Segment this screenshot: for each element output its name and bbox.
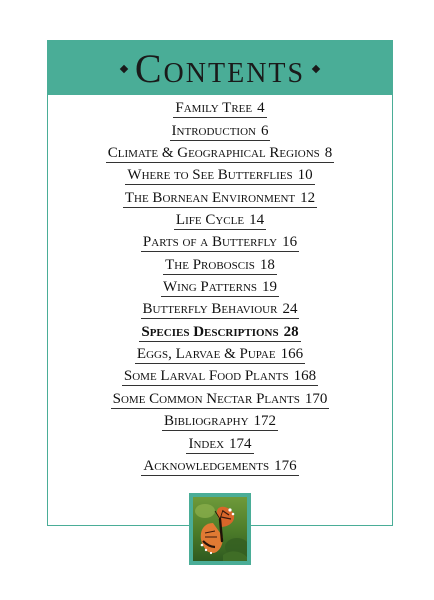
header-banner (47, 40, 393, 95)
toc-page-number: 16 (282, 234, 298, 251)
toc-item (47, 141, 393, 163)
toc-link[interactable] (125, 167, 314, 185)
toc-label: Species Descriptions (141, 323, 279, 340)
toc-label: Parts of a Butterfly (142, 234, 278, 251)
toc-link[interactable] (174, 212, 266, 230)
toc-link[interactable] (173, 100, 266, 118)
toc-item (47, 454, 393, 476)
toc-link[interactable] (186, 436, 253, 454)
toc-page-number: 19 (262, 279, 278, 296)
toc-page-number: 28 (283, 323, 299, 340)
toc-link[interactable] (141, 301, 300, 319)
toc-item (47, 297, 393, 319)
toc-label: Acknowledgements (143, 457, 270, 474)
toc-label: Index (188, 435, 225, 452)
toc-label: Family Tree (175, 100, 253, 117)
toc-page-number: 6 (260, 122, 269, 139)
toc-item (47, 431, 393, 453)
toc-label: Life Cycle (175, 212, 245, 229)
diamond-ornament-left-icon (120, 64, 128, 72)
toc-link[interactable] (141, 234, 299, 252)
toc-label: The Proboscis (165, 256, 255, 273)
toc-link[interactable] (111, 391, 330, 409)
toc-link[interactable] (106, 145, 335, 163)
toc-page-number: 166 (280, 346, 304, 363)
toc-label: Wing Patterns (162, 279, 258, 296)
toc-link[interactable] (163, 257, 277, 275)
toc-page-number: 24 (282, 301, 298, 318)
toc-item (47, 96, 393, 118)
toc-item (47, 252, 393, 274)
toc-link[interactable] (122, 368, 318, 386)
toc-page-number: 168 (293, 368, 317, 385)
toc-label: Introduction (171, 122, 256, 139)
toc-item (47, 118, 393, 140)
toc-page-number: 10 (297, 167, 313, 184)
toc-label: Butterfly Behaviour (142, 301, 278, 318)
toc-item (47, 230, 393, 252)
toc-page-number: 18 (259, 256, 275, 273)
toc-label: Some Common Nectar Plants (112, 390, 300, 407)
toc-item (47, 342, 393, 364)
toc-item (47, 319, 393, 341)
toc-link[interactable] (162, 413, 278, 431)
toc-item (47, 386, 393, 408)
toc-page-number: 4 (257, 100, 265, 117)
toc-label: Climate & Geographical Regions (107, 145, 320, 162)
toc-page-number: 174 (229, 435, 252, 452)
toc-item (47, 275, 393, 297)
table-of-contents (47, 96, 393, 476)
toc-item (47, 364, 393, 386)
toc-link[interactable] (123, 190, 317, 208)
toc-label: Some Larval Food Plants (123, 368, 289, 385)
diamond-ornament-right-icon (312, 64, 320, 72)
butterfly-photo-icon (193, 497, 247, 561)
toc-label: Bibliography (163, 413, 249, 430)
toc-label: Eggs, Larvae & Pupae (136, 346, 276, 363)
toc-label: The Bornean Environment (124, 189, 296, 206)
page-title-group (121, 45, 319, 91)
toc-item (47, 208, 393, 230)
butterfly-thumbnail (189, 493, 251, 565)
toc-item (47, 185, 393, 207)
toc-page-number: 170 (304, 390, 328, 407)
toc-page-number: 8 (324, 145, 333, 162)
toc-page-number: 176 (274, 457, 297, 474)
toc-link[interactable] (135, 346, 305, 364)
toc-page-number: 172 (253, 413, 277, 430)
toc-page-number: 12 (300, 189, 316, 206)
toc-page-number: 14 (249, 212, 265, 229)
toc-link[interactable] (139, 324, 300, 342)
toc-item (47, 163, 393, 185)
toc-link[interactable] (141, 458, 298, 476)
toc-link[interactable] (170, 123, 271, 141)
toc-label: Where to See Butterflies (127, 167, 293, 184)
toc-item (47, 409, 393, 431)
toc-link[interactable] (161, 279, 279, 297)
page-title: Contents (134, 45, 306, 91)
